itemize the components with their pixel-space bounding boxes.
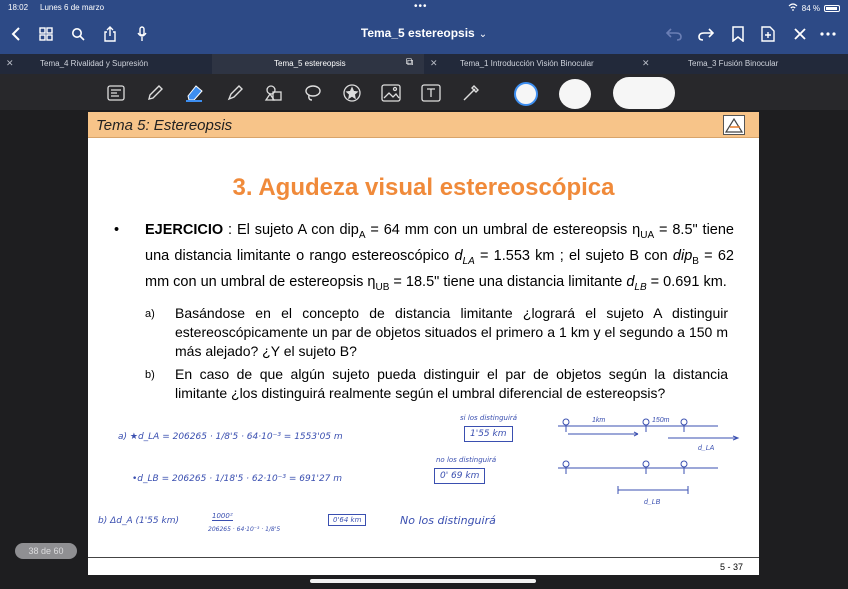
document-title[interactable]: Tema_5 estereopsis ⌄: [360, 26, 488, 40]
more-icon[interactable]: [818, 24, 838, 44]
status-date: Lunes 6 de marzo: [40, 3, 105, 12]
star-sticker-icon[interactable]: [341, 82, 363, 104]
tab-close-icon[interactable]: ✕: [642, 58, 650, 68]
battery-icon: [824, 5, 840, 12]
status-bar: [0, 0, 848, 16]
handwritten-box-1: 1'55 km: [464, 426, 513, 442]
slide-header-title: Tema 5: Estereopsis: [96, 117, 233, 134]
tab-tema-5[interactable]: Tema_5 estereopsis ⧉: [212, 54, 424, 74]
handwritten-calc-b: •d_LB = 206265 · 1/18'5 · 62·10⁻³ = 691'27 m: [132, 474, 343, 484]
slide-page-number: 5 - 37: [719, 562, 743, 572]
tab-tema-3[interactable]: ✕ Tema_3 Fusión Binocular: [642, 58, 779, 68]
handwritten-box-2: 0' 69 km: [434, 468, 485, 484]
tab-overview-icon[interactable]: ⧉: [406, 57, 414, 68]
status-time: 18:02: [8, 3, 29, 12]
document-nav-bar: [0, 16, 848, 54]
annotation-toolbar: [0, 74, 848, 110]
pen-icon[interactable]: [144, 82, 166, 104]
handwritten-fraction-bottom: 206265 · 64·10⁻³ · 1/8'5: [208, 526, 281, 533]
university-logo-icon: [723, 115, 745, 135]
handwritten-note-2: no los distinguirá: [436, 456, 497, 464]
home-indicator[interactable]: [310, 579, 536, 583]
lasso-select-icon[interactable]: [105, 82, 127, 104]
handwritten-conclusion: No los distinguirá: [400, 514, 496, 527]
highlighter-icon[interactable]: [224, 82, 246, 104]
image-icon[interactable]: [380, 82, 402, 104]
diagram-label-dlb: d_LB: [644, 499, 661, 506]
title-chevron-down-icon[interactable]: ⌄: [478, 29, 488, 40]
question-b: b) En caso de que algún sujeto pueda distinguir el par de objetos según la distancia limitante ¿los distinguirá realmente según el umbral diferencial de estereopsis?: [145, 366, 728, 401]
undo-icon[interactable]: [664, 24, 684, 44]
handwritten-box-3: 0'64 km: [328, 514, 366, 526]
bookmark-icon[interactable]: [728, 24, 748, 44]
exercise-paragraph: • EJERCICIO : El sujeto A con dip$_A$ = 64 mm con un umbral de estereopsis $\eta_{UA} = 8.5$" tiene una distancia limitante o rango estereoscópico $d_{LA} = 1.553$ km ; el sujeto B con dip$_B$ = 62 mm con un umbral de estereopsis $\eta_{UB} = 18.5$" tiene una distancia limitante $d_{LB} = 0.691$ km.: [114, 222, 734, 293]
handwritten-distance-diagram: [528, 410, 748, 510]
close-icon[interactable]: [790, 24, 810, 44]
slide-header-band: [88, 112, 759, 138]
slide-page[interactable]: [88, 112, 759, 575]
tab-close-icon[interactable]: ✕: [6, 58, 14, 68]
wifi-icon: [788, 3, 798, 13]
handwritten-part-b: b) Δd_A (1'55 km): [98, 516, 179, 526]
page-indicator[interactable]: 38 de 60: [15, 543, 77, 559]
bullet-icon: •: [114, 222, 120, 238]
diagram-label-150m: 150m: [652, 417, 670, 424]
diagram-label-1km: 1km: [592, 417, 606, 424]
multitask-dots-icon[interactable]: •••: [414, 1, 428, 12]
tab-tema-4[interactable]: ✕ Tema_4 Rivalidad y Supresión: [6, 58, 149, 68]
text-box-icon[interactable]: [420, 82, 442, 104]
slide-footer: [88, 557, 759, 575]
tab-tema-1[interactable]: ✕ Tema_1 Introducción Visión Binocular: [430, 58, 594, 68]
battery-percent: 84 %: [801, 3, 820, 13]
question-a: a) Basándose en el concepto de distancia limitante ¿logrará el sujeto A distinguir estereoscópicamente un par de objetos situados el primero a 1 km y el segundo a 150 m más alejado? ¿Y el sujeto B?: [145, 305, 728, 359]
color-swatch[interactable]: [559, 79, 591, 109]
lasso-icon[interactable]: [302, 82, 324, 104]
handwritten-fraction-top: 1000²: [212, 512, 233, 520]
handwritten-note-1: si los distinguirá: [460, 414, 518, 422]
redo-icon[interactable]: [696, 24, 716, 44]
shapes-icon[interactable]: [263, 82, 285, 104]
laser-pointer-icon[interactable]: [460, 82, 482, 104]
exercise-label: EJERCICIO: [145, 222, 224, 238]
slide-heading: 3. Agudeza visual estereoscópica: [232, 174, 615, 201]
tab-close-icon[interactable]: ✕: [430, 58, 438, 68]
eraser-icon[interactable]: [183, 82, 205, 104]
diagram-label-dla: d_LA: [698, 445, 715, 452]
color-swatch-selected[interactable]: [514, 82, 538, 106]
stroke-width-swatch[interactable]: [613, 77, 675, 109]
add-page-icon[interactable]: [758, 24, 778, 44]
document-tab-bar: [0, 54, 848, 74]
handwritten-calc-a: a) ★d_LA = 206265 · 1/8'5 · 64·10⁻³ = 1553'05 m: [118, 432, 343, 442]
